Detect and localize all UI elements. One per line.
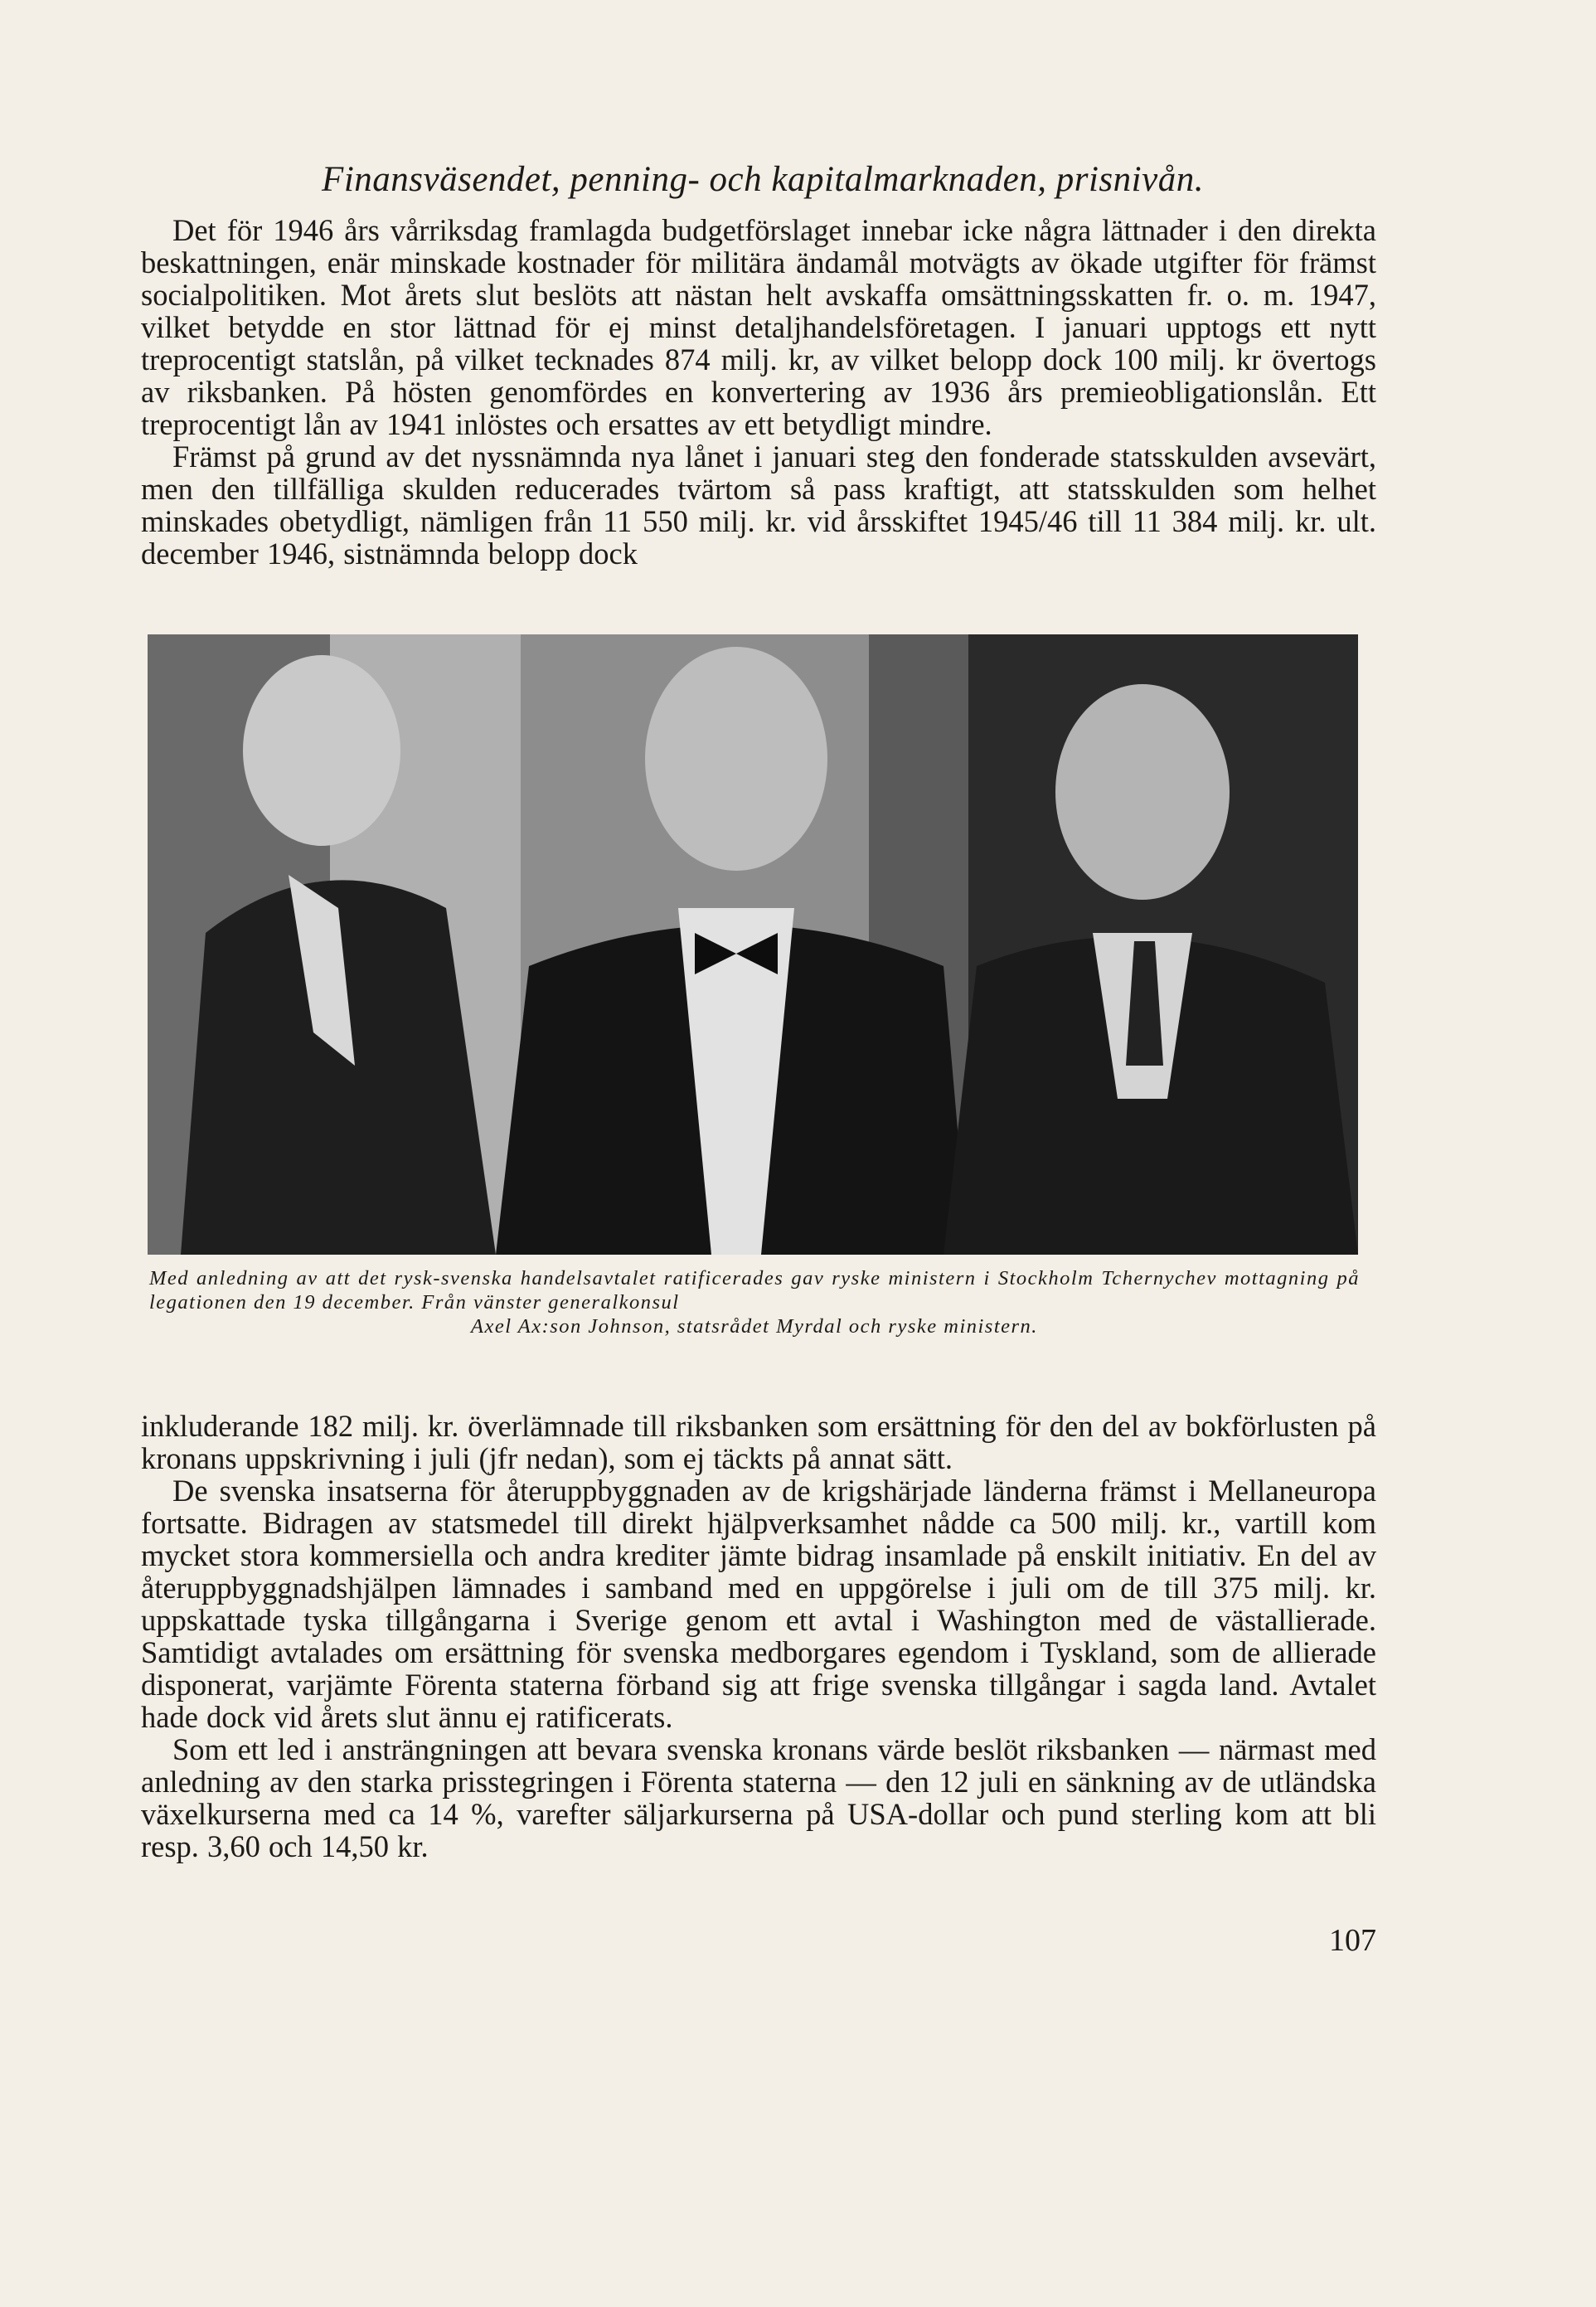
caption-line: Axel Ax:son Johnson, statsrådet Myrdal och ryske ministern. (471, 1315, 1038, 1338)
body-text-bottom (141, 1410, 1376, 1863)
body-text-top (141, 214, 1376, 570)
photograph-three-men (148, 634, 1358, 1255)
paragraph: Främst på grund av det nyssnämnda nya lånet i januari steg den fonderade statsskulden avsevärt, men den tillfälliga skulden reducerades tvärtom så pass kraftigt, att statsskulden som helhet minskades obetydligt, nämligen från 11 550 milj. kr. vid årsskiftet 1945/46 till 11 384 milj. kr. ult. december 1946, sistnämnda belopp dock (141, 440, 1376, 571)
caption-line: Med anledning av att det rysk-svenska handelsavtalet ratificerades gav ryske ministern i Stockholm Tchernychev mottagning på legationen den 19 december. Från vänster generalkonsul (149, 1267, 1360, 1314)
photo-caption (149, 1266, 1360, 1338)
paragraph: inkluderande 182 milj. kr. överlämnade till riksbanken som ersättning för den del av bokförlusten på kronans uppskrivning i juli (jfr nedan), som ej täckts på annat sätt. (141, 1409, 1376, 1475)
photo-illustration (148, 634, 1358, 1255)
section-heading: Finansväsendet, penning- och kapitalmarknaden, prisnivån. (322, 160, 1204, 199)
page-number: 107 (1329, 1923, 1376, 1958)
paragraph: De svenska insatserna för återuppbyggnaden av de krigshärjade länderna främst i Mellaneuropa fortsatte. Bidragen av statsmedel till direkt hjälpverksamhet nådde ca 500 milj. kr., vartill kom mycket stora kommersiella och andra krediter jämte bidrag insamlade på enskilt initiativ. En del av återuppbyggnadshjälpen lämnades i samband med en uppgörelse i juli om de till 375 milj. kr. uppskattade tyska tillgångarna i Sverige genom ett avtal i Washington med de västallierade. Samtidigt avtalades om ersättning för svenska medborgares egendom i Tyskland, som de allierade disponerat, varjämte Förenta staterna förband sig att frige svenska tillgångar i sagda land. Avtalet hade dock vid årets slut ännu ej ratificerats. (141, 1474, 1376, 1734)
paragraph: Som ett led i ansträngningen att bevara svenska kronans värde beslöt riksbanken — närmast med anledning av den starka prisstegringen i Förenta staterna — den 12 juli en sänkning av de utländska växelkurserna med ca 14 %, varefter säljarkurserna på USA-dollar och pund sterling kom att bli resp. 3,60 och 14,50 kr. (141, 1732, 1376, 1863)
paragraph: Det för 1946 års vårriksdag framlagda budgetförslaget innebar icke några lättnader i den direkta beskattningen, enär minskade kostnader för militära ändamål motvägts av ökade utgifter för främst socialpolitiken. Mot årets slut beslöts att nästan helt avskaffa omsättningsskatten fr. o. m. 1947, vilket betydde en stor lättnad för ej minst detaljhandelsföretagen. I januari upptogs ett nytt treprocentigt statslån, på vilket tecknades 874 milj. kr, av vilket belopp dock 100 milj. kr övertogs av riksbanken. På hösten genomfördes en konvertering av 1936 års premieobligationslån. Ett treprocentigt lån av 1941 inlöstes och ersattes av ett betydligt mindre. (141, 213, 1376, 441)
